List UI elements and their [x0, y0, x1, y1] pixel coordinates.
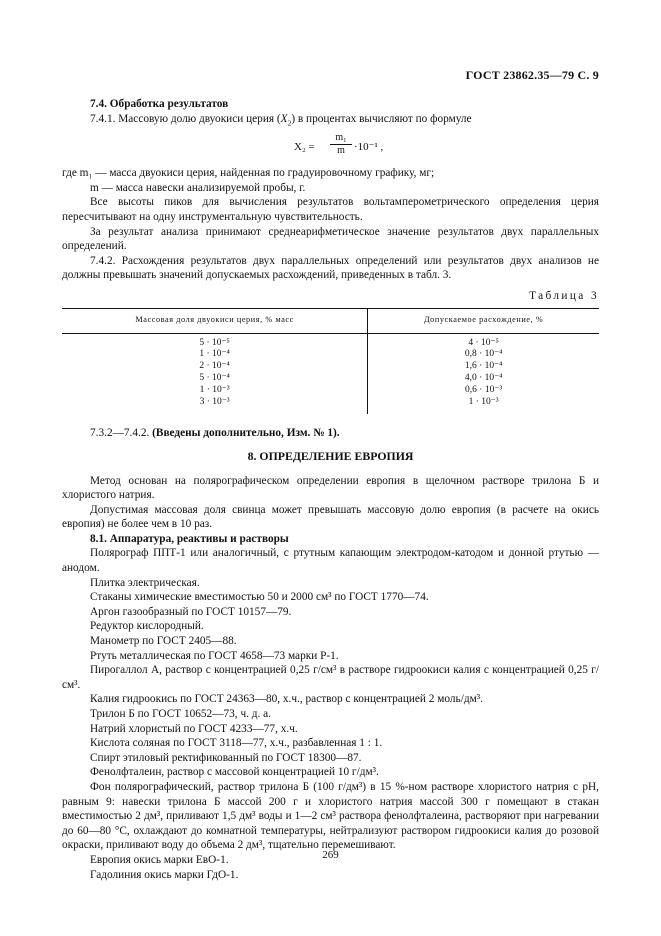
- list-item: Плитка электрическая.: [90, 576, 200, 589]
- list-item: Европия окись марки ЕвО-1.: [90, 853, 229, 866]
- paragraph-7-4-2: 7.4.2. Расхождения результатов двух параллельных определений или результатов двух анализов не должны превышать значений допускаемых расхождений, приведенных в табл. 3.: [62, 254, 599, 282]
- page-header: ГОСТ 23862.35—79 С. 9: [465, 68, 599, 82]
- list-item: Аргон газообразный по ГОСТ 10157—79.: [90, 605, 292, 618]
- list-item: Кислота соляная по ГОСТ 3118—77, х.ч., разбавленная 1 : 1.: [90, 737, 383, 750]
- list-item: Стаканы химические вместимостью 50 и 2000 см³ по ГОСТ 1770—74.: [90, 591, 429, 604]
- list-item: Пирогаллол А, раствор с концентрацией 0,25 г/см³ в растворе гидроокиси калия с концентрацией 0,25 г/см³.: [62, 664, 599, 691]
- paragraph-method: Метод основан на полярографическом определении европия в щелочном растворе трилона Б и хлористого натрия.: [62, 474, 599, 502]
- paragraph-lead: Допустимая массовая доля свинца может превышать массовую долю европия (в расчете на окись европия) не более чем в 10 раз.: [62, 503, 599, 531]
- paragraph-result: За результат анализа принимают среднеарифметическое значение результатов двух параллельных определений.: [62, 225, 599, 253]
- list-item: Ртуть металлическая по ГОСТ 4658—73 марки Р-1.: [90, 649, 339, 662]
- table-header-tolerance: Допускаемое расхождение, %: [368, 308, 599, 333]
- table-row: 2 · 10⁻⁴ 1,6 · 10⁻⁴: [62, 361, 599, 373]
- where-m: m — масса навески анализируемой пробы, г.: [90, 181, 306, 194]
- list-item: Фенолфталеин, раствор с массовой концентрацией 10 г/дм³.: [90, 766, 379, 779]
- list-item: Фон полярографический, раствор трилона Б (100 г/дм³) в 15 %-ном растворе хлористого натрия с рН, равным 9: навески трилона Б массой 200 г и хлористого натрия массой 300 г помещают в стакан вместимостью 2 дм³, приливают 1,5 дм³ воды и 1—2 см³ раствора фенолфталеина, растворяют при нагревании до 60—80 °С, охлаждают до комнатной температуры, нейтрализуют раствором гидроокиси калия до розовой окраски, приливают воду до объема 2 дм³, тщательно перемешивают.: [62, 780, 599, 852]
- paragraph-7-4-1: 7.4.1. Массовую долю двуокиси церия $(X_2)$ в процентах вычисляют по формуле: [90, 112, 472, 127]
- formula-tail: ·10⁻¹ ,: [354, 141, 384, 154]
- table-row: 5 · 10⁻⁵ 4 · 10⁻⁵: [62, 333, 599, 349]
- list-item: Редуктор кислородный.: [90, 620, 204, 633]
- list-item: Спирт этиловый ректификованный по ГОСТ 18300—87.: [90, 751, 362, 764]
- list-item: Манометр по ГОСТ 2405—88.: [90, 635, 237, 648]
- where-m1: где m₁ — масса двуокиси церия, найденная по градуировочному графику, мг;: [62, 167, 435, 180]
- formula-numerator: m₁: [330, 132, 352, 145]
- formula-fraction: [330, 132, 352, 157]
- list-item: Трилон Б по ГОСТ 10652—73, ч. д. а.: [90, 708, 272, 720]
- table-header-mass-fraction: Массовая доля двуокиси церия, % масс: [62, 308, 368, 333]
- section-7-4-title: 7.4. Обработка результатов: [90, 98, 229, 110]
- page-content: [62, 97, 599, 882]
- list-item: Натрий хлористый по ГОСТ 4233—77, х.ч.: [90, 722, 298, 735]
- formula: [294, 132, 599, 160]
- page-number: 269: [322, 849, 339, 861]
- list-item: Полярограф ППТ-1 или аналогичный, с ртутным капающим электродом-катодом и донной ртутью — анодом.: [62, 547, 599, 575]
- table-row: 1 · 10⁻³ 0,6 · 10⁻³: [62, 385, 599, 397]
- table-row: 1 · 10⁻⁴ 0,8 · 10⁻⁴: [62, 349, 599, 361]
- list-item: Калия гидроокись по ГОСТ 24363—80, х.ч., раствор с концентрацией 2 моль/дм³.: [90, 693, 483, 706]
- list-item: Гадолиния окись марки ГдО-1.: [90, 868, 239, 881]
- formula-denominator: m: [337, 145, 345, 157]
- tolerance-table: [62, 308, 599, 415]
- table-row: 3 · 10⁻³ 1 · 10⁻³: [62, 397, 599, 415]
- section-8-title: 8. ОПРЕДЕЛЕНИЕ ЕВРОПИЯ: [247, 448, 414, 463]
- table-caption: Таблица 3: [529, 289, 599, 302]
- table-row: 5 · 10⁻⁴ 4,0 · 10⁻⁴: [62, 373, 599, 385]
- formula-lhs: X₂ =: [294, 141, 315, 154]
- section-8-1-title: 8.1. Аппаратура, реактивы и растворы: [90, 532, 289, 545]
- amendment-note: 7.3.2—7.4.2. (Введены дополнительно, Изм. № 1).: [90, 427, 340, 440]
- paragraph-peaks: Все высоты пиков для вычисления результатов вольтамперометрического определения церия пересчитывают на одну инструментальную чувствительность.: [62, 196, 599, 223]
